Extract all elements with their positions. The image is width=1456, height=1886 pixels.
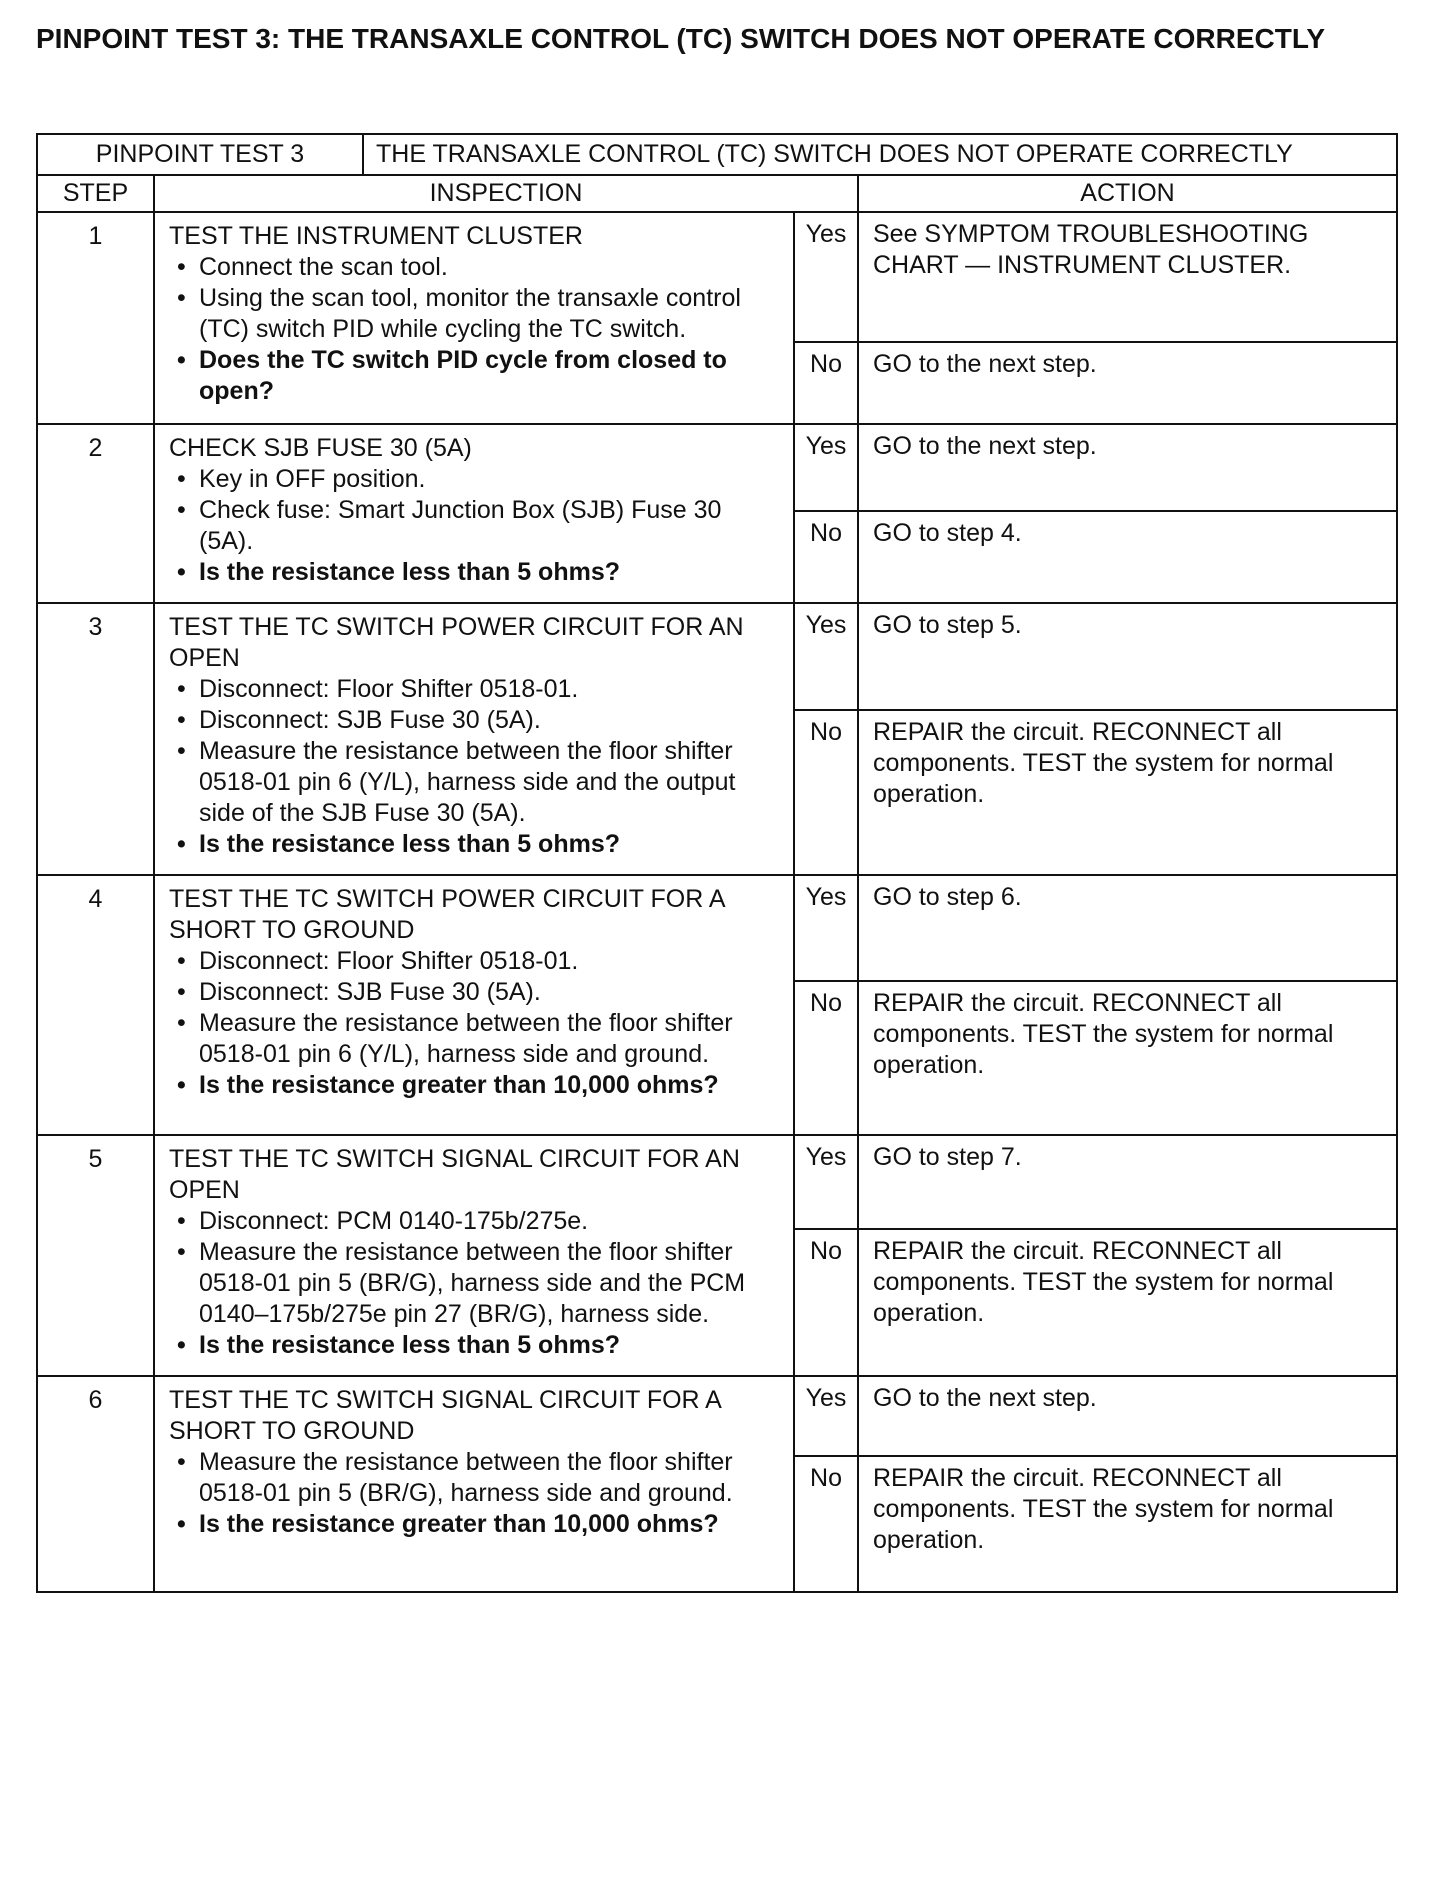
step-row [37,1135,1397,1229]
instruction-item: • Key in OFF position. [199,464,779,495]
pinpoint-test-label: PINPOINT TEST 3 [37,134,363,175]
no-label: No [794,342,858,424]
step-question: • Is the resistance greater than 10,000 ohms? [199,1509,779,1540]
step-inspection [154,424,794,603]
no-action: REPAIR the circuit. RECONNECT all components. TEST the system for normal operation. [858,1229,1397,1376]
step-inspection [154,212,794,424]
step-instructions [169,674,779,860]
no-action: REPAIR the circuit. RECONNECT all components. TEST the system for normal operation. [858,981,1397,1135]
step-inspection [154,1135,794,1376]
step-instructions [169,252,779,407]
yes-action: See SYMPTOM TROUBLESHOOTING CHART — INSTRUMENT CLUSTER. [858,212,1397,342]
yes-action: GO to the next step. [858,424,1397,511]
step-number: 2 [37,424,154,603]
yes-label: Yes [794,212,858,342]
step-number: 1 [37,212,154,424]
pinpoint-test-description: THE TRANSAXLE CONTROL (TC) SWITCH DOES NOT OPERATE CORRECTLY [363,134,1397,175]
yes-action: GO to step 6. [858,875,1397,981]
step-row [37,875,1397,981]
step-question: • Is the resistance less than 5 ohms? [199,557,779,588]
no-label: No [794,710,858,875]
step-number: 5 [37,1135,154,1376]
banner-row [37,134,1397,175]
step-inspection [154,603,794,875]
step-question: • Is the resistance less than 5 ohms? [199,829,779,860]
no-action: GO to step 4. [858,511,1397,603]
no-action: REPAIR the circuit. RECONNECT all components. TEST the system for normal operation. [858,1456,1397,1592]
column-header-row [37,175,1397,212]
instruction-item: • Disconnect: Floor Shifter 0518-01. [199,946,779,977]
step-row [37,424,1397,511]
yes-label: Yes [794,1135,858,1229]
yes-label: Yes [794,424,858,511]
step-instructions [169,1206,779,1361]
no-label: No [794,1229,858,1376]
yes-label: Yes [794,603,858,710]
instruction-item: • Measure the resistance between the floor shifter 0518-01 pin 6 (Y/L), harness side and ground. [199,1008,779,1070]
yes-action: GO to step 5. [858,603,1397,710]
column-header-inspection: INSPECTION [154,175,858,212]
step-row [37,212,1397,342]
instruction-item: • Connect the scan tool. [199,252,779,283]
step-question: • Does the TC switch PID cycle from closed to open? [199,345,779,407]
instruction-item: • Measure the resistance between the floor shifter 0518-01 pin 5 (BR/G), harness side and the PCM 0140–175b/275e pin 27 (BR/G), harness side. [199,1237,779,1330]
step-instructions [169,1447,779,1540]
step-question: • Is the resistance less than 5 ohms? [199,1330,779,1361]
instruction-item: • Using the scan tool, monitor the transaxle control (TC) switch PID while cycling the TC switch. [199,283,779,345]
yes-action: GO to step 7. [858,1135,1397,1229]
no-label: No [794,511,858,603]
instruction-item: • Disconnect: SJB Fuse 30 (5A). [199,977,779,1008]
step-title: TEST THE TC SWITCH POWER CIRCUIT FOR AN OPEN [169,613,744,672]
yes-action: GO to the next step. [858,1376,1397,1456]
step-inspection [154,875,794,1135]
step-title: TEST THE INSTRUMENT CLUSTER [169,222,583,250]
step-title: TEST THE TC SWITCH POWER CIRCUIT FOR A SHORT TO GROUND [169,885,725,944]
yes-label: Yes [794,1376,858,1456]
column-header-action: ACTION [858,175,1397,212]
step-number: 6 [37,1376,154,1592]
instruction-item: • Disconnect: PCM 0140-175b/275e. [199,1206,779,1237]
page-title: PINPOINT TEST 3: THE TRANSAXLE CONTROL (TC) SWITCH DOES NOT OPERATE CORRECTLY [36,23,1326,54]
step-row [37,1376,1397,1456]
step-question: • Is the resistance greater than 10,000 ohms? [199,1070,779,1101]
step-number: 3 [37,603,154,875]
no-action: REPAIR the circuit. RECONNECT all components. TEST the system for normal operation. [858,710,1397,875]
step-number: 4 [37,875,154,1135]
instruction-item: • Check fuse: Smart Junction Box (SJB) Fuse 30 (5A). [199,495,779,557]
no-label: No [794,1456,858,1592]
step-title: CHECK SJB FUSE 30 (5A) [169,434,472,462]
step-instructions [169,464,779,588]
no-action: GO to the next step. [858,342,1397,424]
column-header-step: STEP [37,175,154,212]
instruction-item: • Measure the resistance between the floor shifter 0518-01 pin 6 (Y/L), harness side and the output side of the SJB Fuse 30 (5A). [199,736,779,829]
step-instructions [169,946,779,1101]
yes-label: Yes [794,875,858,981]
step-title: TEST THE TC SWITCH SIGNAL CIRCUIT FOR A SHORT TO GROUND [169,1386,721,1445]
pinpoint-test-table [36,133,1398,1593]
step-row [37,603,1397,710]
step-title: TEST THE TC SWITCH SIGNAL CIRCUIT FOR AN OPEN [169,1145,740,1204]
instruction-item: • Disconnect: Floor Shifter 0518-01. [199,674,779,705]
instruction-item: • Disconnect: SJB Fuse 30 (5A). [199,705,779,736]
instruction-item: • Measure the resistance between the floor shifter 0518-01 pin 5 (BR/G), harness side and ground. [199,1447,779,1509]
step-inspection [154,1376,794,1592]
no-label: No [794,981,858,1135]
